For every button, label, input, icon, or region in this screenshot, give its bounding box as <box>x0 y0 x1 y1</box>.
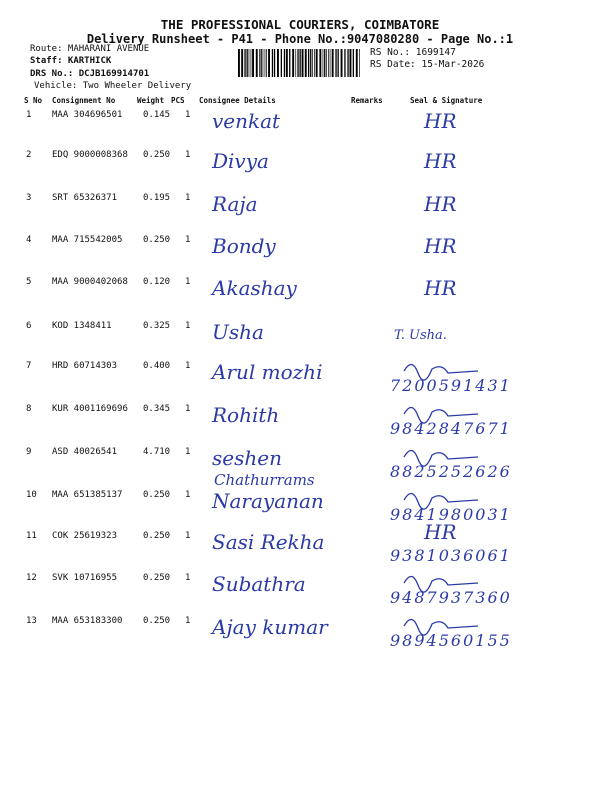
row-weight: 0.325 <box>143 321 171 331</box>
col-consignment: Consignment No <box>52 96 116 105</box>
signature-area <box>384 482 580 526</box>
handwritten-consignee-name <box>208 229 378 261</box>
handwritten-consignee-name <box>208 567 378 599</box>
signature-text: HR <box>424 234 457 258</box>
barcode-bar <box>261 49 262 77</box>
row-sno: 9 <box>26 447 32 457</box>
table-row <box>0 573 600 613</box>
row-sno: 2 <box>26 150 32 160</box>
col-consignee: Consignee Details <box>199 96 276 105</box>
barcode-bar <box>323 49 324 77</box>
row-consignment-no: SVK 10716955 <box>52 573 118 583</box>
vehicle-label: Vehicle: Two Wheeler Delivery <box>34 81 192 91</box>
row-sno: 1 <box>26 110 32 120</box>
consignee-name-text: Bondy <box>212 234 276 258</box>
col-sno: S No <box>24 96 43 105</box>
signature-area <box>384 520 580 567</box>
row-weight: 0.250 <box>143 150 171 160</box>
phone-number-text: 9894560155 <box>390 631 512 650</box>
signature-area <box>384 396 580 440</box>
row-weight: 0.250 <box>143 235 171 245</box>
consignee-name-text: Sasi Rekha <box>212 530 325 554</box>
row-weight: 0.345 <box>143 404 171 414</box>
barcode-bar <box>305 49 307 77</box>
handwritten-consignee-name <box>208 525 378 557</box>
signature-area <box>384 439 580 483</box>
col-remarks: Remarks <box>351 96 383 105</box>
phone-number-text: 9487937360 <box>390 588 512 607</box>
row-pcs: 1 <box>185 404 191 414</box>
company-title: THE PROFESSIONAL COURIERS, COIMBATORE <box>160 17 440 32</box>
staff-label: Staff: KARTHICK <box>30 56 112 66</box>
consignee-name-text: Narayanan <box>212 489 324 513</box>
row-sno: 5 <box>26 277 32 287</box>
row-pcs: 1 <box>185 193 191 203</box>
row-weight: 0.145 <box>143 110 171 120</box>
signature-text: HR <box>424 109 457 133</box>
consignee-name-text: Rohith <box>212 403 280 427</box>
barcode-image <box>238 49 362 77</box>
signature-area <box>384 565 580 609</box>
signature-area <box>384 102 580 146</box>
barcode-bar <box>263 49 264 77</box>
handwritten-consignee-name <box>208 398 378 430</box>
row-sno: 4 <box>26 235 32 245</box>
row-pcs: 1 <box>185 447 191 457</box>
handwritten-consignee-name <box>208 355 378 387</box>
row-pcs: 1 <box>185 361 191 371</box>
barcode-bar <box>284 49 285 77</box>
row-pcs: 1 <box>185 277 191 287</box>
barcode-bar <box>277 49 279 77</box>
row-consignment-no: MAA 304696501 <box>52 110 123 120</box>
table-row <box>0 361 600 401</box>
consignee-name-extra: Chathurrams <box>214 471 315 489</box>
handwritten-consignee-name <box>208 484 378 516</box>
signature-area <box>384 608 580 652</box>
signature-text: HR <box>424 520 457 544</box>
row-weight: 4.710 <box>143 447 171 457</box>
barcode-bar <box>328 49 329 77</box>
row-sno: 12 <box>26 573 37 583</box>
barcode-bar <box>259 49 260 77</box>
barcode-bar <box>286 49 288 77</box>
barcode-bar <box>341 49 343 77</box>
barcode-bar <box>247 49 248 77</box>
barcode-bar <box>335 49 336 77</box>
row-consignment-no: MAA 9000402068 <box>52 277 128 287</box>
row-consignment-no: MAA 715542005 <box>52 235 123 245</box>
row-consignment-no: SRT 65326371 <box>52 193 118 203</box>
barcode-bar <box>350 49 352 77</box>
barcode-bar <box>295 49 296 77</box>
phone-number-text: 9381036061 <box>390 546 512 565</box>
signature-text: T. Usha. <box>394 328 447 343</box>
barcode-bar <box>256 49 258 77</box>
col-weight: Weight <box>137 96 165 105</box>
barcode-bar <box>272 49 273 77</box>
signature-area <box>384 227 580 271</box>
row-pcs: 1 <box>185 321 191 331</box>
row-sno: 7 <box>26 361 32 371</box>
barcode-bar <box>332 49 334 77</box>
phone-number-text: 7200591431 <box>390 376 512 395</box>
barcode-bar <box>338 49 339 77</box>
table-row <box>0 616 600 656</box>
handwritten-consignee-name <box>208 104 378 136</box>
barcode-bar <box>310 49 311 77</box>
signature-area <box>384 185 580 229</box>
row-sno: 10 <box>26 490 37 500</box>
signature-area <box>384 313 580 357</box>
barcode-bar <box>316 49 318 77</box>
row-pcs: 1 <box>185 531 191 541</box>
signature-text: HR <box>424 192 457 216</box>
row-consignment-no: HRD 60714303 <box>52 361 118 371</box>
barcode-bar <box>324 49 325 77</box>
signature-text: HR <box>424 276 457 300</box>
row-consignment-no: EDQ 9000008368 <box>52 150 128 160</box>
consignee-name-text: Usha <box>212 320 264 344</box>
signature-area <box>384 353 580 397</box>
row-sno: 6 <box>26 321 32 331</box>
table-row <box>0 150 600 190</box>
signature-text: HR <box>424 149 457 173</box>
barcode-bar <box>292 49 294 77</box>
handwritten-consignee-name <box>208 610 378 642</box>
barcode-bar <box>297 49 298 77</box>
consignee-name-text: Divya <box>212 149 269 173</box>
table-row <box>0 277 600 317</box>
barcode-bar <box>330 49 331 77</box>
barcode-bar <box>268 49 270 77</box>
barcode-bar <box>356 49 358 77</box>
barcode-bar <box>251 49 252 77</box>
barcode-bar <box>308 49 309 77</box>
row-sno: 13 <box>26 616 37 626</box>
phone-number-text: 9841980031 <box>390 505 512 524</box>
barcode-bar <box>344 49 345 77</box>
barcode-bar <box>300 49 301 77</box>
handwritten-consignee-name <box>208 144 378 176</box>
barcode-bar <box>265 49 266 77</box>
row-weight: 0.400 <box>143 361 171 371</box>
handwritten-consignee-name <box>208 187 378 219</box>
handwritten-consignee-name <box>208 315 378 347</box>
row-sno: 11 <box>26 531 37 541</box>
barcode-bar <box>319 49 321 77</box>
consignee-name-text: seshen <box>212 446 282 470</box>
row-sno: 3 <box>26 193 32 203</box>
phone-number-text: 9842847671 <box>390 419 512 438</box>
barcode-bar <box>289 49 290 77</box>
table-row <box>0 447 600 487</box>
row-consignment-no: ASD 40026541 <box>52 447 118 457</box>
row-pcs: 1 <box>185 110 191 120</box>
signature-area <box>384 269 580 313</box>
barcode-bar <box>266 49 267 77</box>
consignee-name-text: Akashay <box>212 276 297 300</box>
consignee-name-text: Arul mozhi <box>212 360 323 384</box>
col-seal: Seal & Signature <box>410 96 483 105</box>
signature-area <box>384 142 580 186</box>
route-label: Route: MAHARANI AVENUE <box>30 44 150 54</box>
row-weight: 0.250 <box>143 490 171 500</box>
drs-label: DRS No.: DCJB169914701 <box>30 69 150 79</box>
row-pcs: 1 <box>185 573 191 583</box>
row-consignment-no: KOD 1348411 <box>52 321 112 331</box>
barcode-bar <box>241 49 243 77</box>
row-consignment-no: KUR 4001169696 <box>52 404 128 414</box>
consignee-name-text: Ajay kumar <box>212 615 328 639</box>
row-weight: 0.250 <box>143 573 171 583</box>
row-consignment-no: MAA 653183300 <box>52 616 123 626</box>
runsheet-title: Delivery Runsheet - P41 - Phone No.:9047080280 - Page No.:1 <box>86 32 514 46</box>
barcode-bar <box>252 49 254 77</box>
barcode-bar <box>302 49 304 77</box>
table-row <box>0 404 600 444</box>
barcode-bar <box>281 49 282 77</box>
row-weight: 0.120 <box>143 277 171 287</box>
consignee-name-text: Raja <box>212 192 258 216</box>
barcode-bar <box>238 49 240 77</box>
handwritten-consignee-name <box>208 441 378 489</box>
barcode-bar <box>249 49 250 77</box>
barcode-bar <box>347 49 348 77</box>
rs-number: RS No.: 1699147 <box>370 47 456 58</box>
row-weight: 0.250 <box>143 616 171 626</box>
col-pcs: PCS <box>171 96 185 105</box>
row-pcs: 1 <box>185 150 191 160</box>
rs-date: RS Date: 15-Mar-2026 <box>370 59 485 70</box>
barcode-bar <box>314 49 315 77</box>
handwritten-consignee-name <box>208 271 378 303</box>
barcode-bar <box>359 49 360 77</box>
consignee-name-text: Subathra <box>212 572 306 596</box>
barcode-bar <box>353 49 354 77</box>
phone-number-text: 8825252626 <box>390 462 512 481</box>
row-pcs: 1 <box>185 235 191 245</box>
row-weight: 0.250 <box>143 531 171 541</box>
row-consignment-no: MAA 651385137 <box>52 490 123 500</box>
barcode-bar <box>326 49 327 77</box>
barcode-bar <box>312 49 313 77</box>
row-weight: 0.195 <box>143 193 171 203</box>
row-sno: 8 <box>26 404 32 414</box>
barcode-bar <box>274 49 275 77</box>
row-consignment-no: COK 25619323 <box>52 531 118 541</box>
row-pcs: 1 <box>185 490 191 500</box>
barcode-bar <box>244 49 245 77</box>
consignee-name-text: venkat <box>212 109 281 133</box>
row-pcs: 1 <box>185 616 191 626</box>
